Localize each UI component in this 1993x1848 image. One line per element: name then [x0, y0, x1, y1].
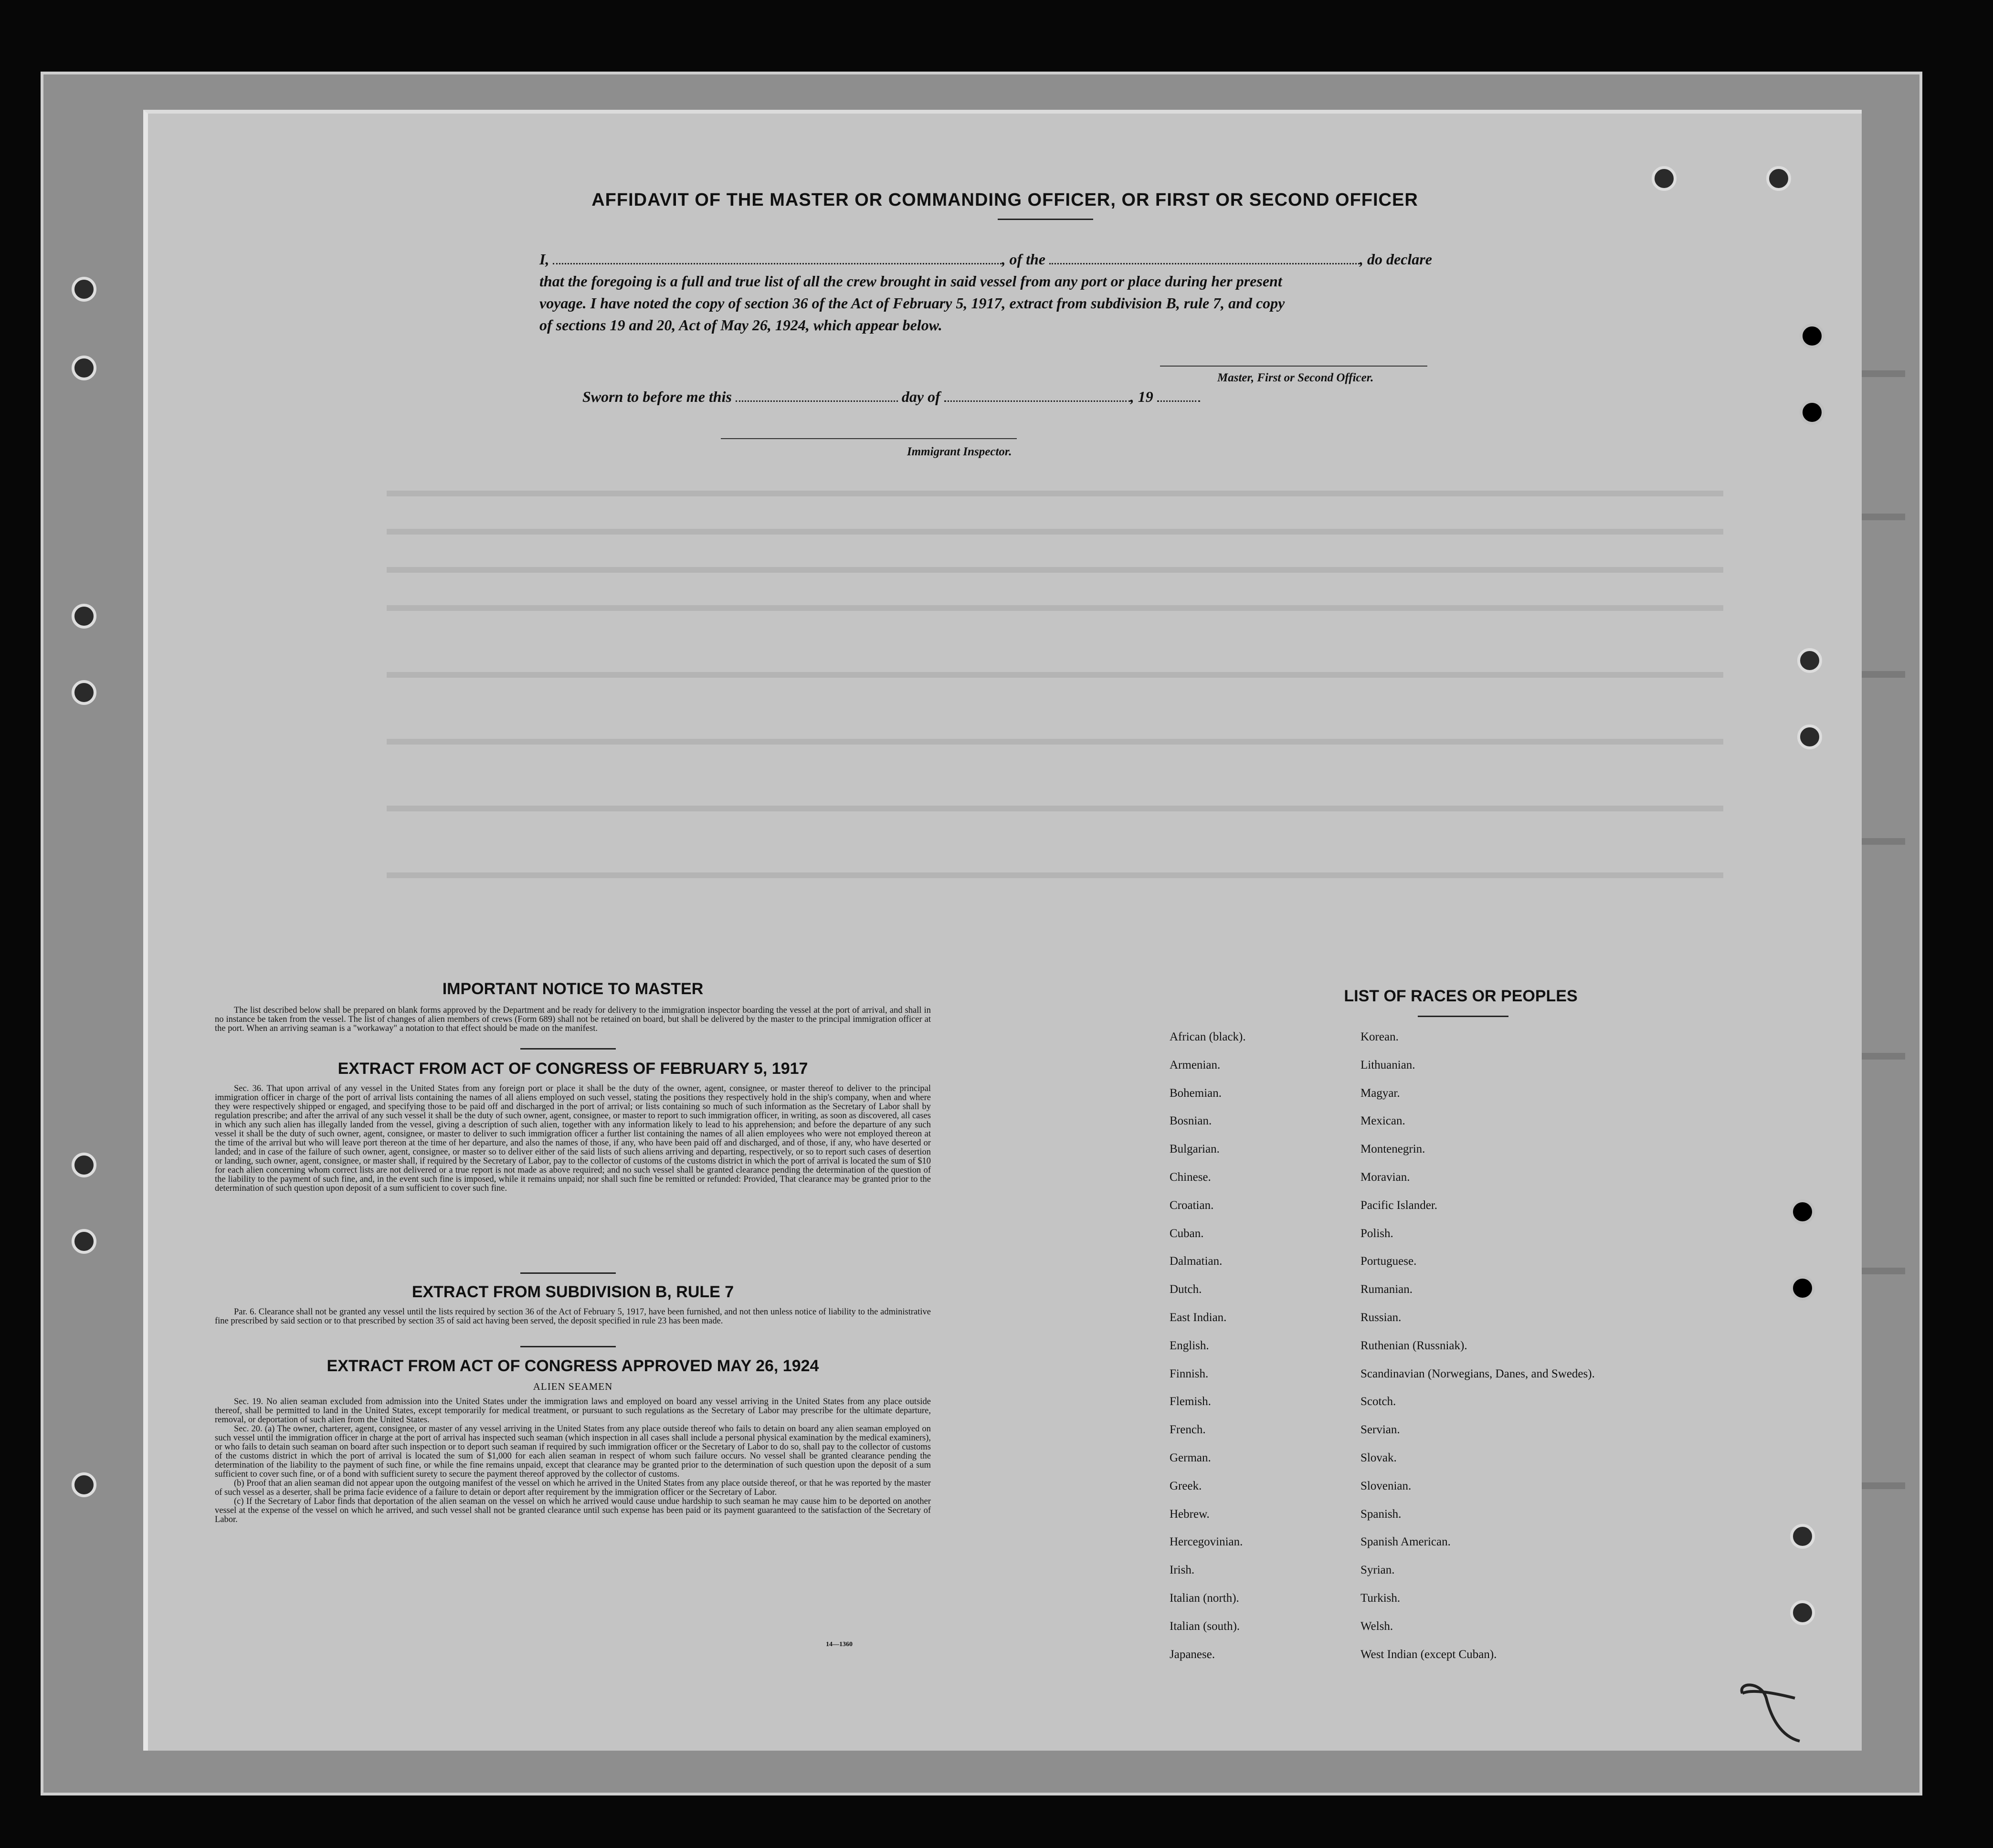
sworn-year-field[interactable]	[1157, 388, 1200, 402]
punch-hole-icon	[1800, 400, 1824, 425]
sworn-month-field[interactable]	[944, 388, 1130, 402]
races-title: LIST OF RACES OR PEOPLES	[1344, 987, 1578, 1005]
race-item: Slovak.	[1360, 1451, 1397, 1464]
rule-7-paragraph: Par. 6. Clearance shall not be granted any vessel until the lists required by section 36 of the Act of February 5, 1917, have been furnished, and not then unless notice of liability to the administrative fine prescribed by said section or to that prescribed by section 35 of said act having been served, the deposit specified in rule 23 has been made.	[215, 1307, 931, 1326]
race-item: Croatian.	[1170, 1198, 1214, 1212]
punch-hole-icon	[72, 1472, 96, 1497]
punch-hole-icon	[72, 604, 96, 629]
race-item: Korean.	[1360, 1030, 1399, 1043]
race-item: Turkish.	[1360, 1591, 1401, 1605]
race-item: Moravian.	[1360, 1170, 1410, 1184]
race-item: Syrian.	[1360, 1564, 1395, 1577]
bleed-through-row	[387, 567, 1723, 573]
race-item: Italian (north).	[1170, 1591, 1239, 1605]
race-item: Hebrew.	[1170, 1507, 1210, 1521]
punch-hole-icon	[72, 356, 96, 380]
race-item: Bosnian.	[1170, 1114, 1212, 1128]
punch-hole-icon	[1790, 1276, 1815, 1301]
inspector-signature-line[interactable]	[721, 438, 1017, 439]
race-item: Ruthenian (Russniak).	[1360, 1339, 1467, 1352]
race-item: Portuguese.	[1360, 1255, 1417, 1268]
race-item: Cuban.	[1170, 1227, 1204, 1240]
race-item: Russian.	[1360, 1311, 1402, 1324]
punch-hole-icon	[1790, 1600, 1815, 1625]
race-item: Montenegrin.	[1360, 1143, 1425, 1156]
year-prefix: , 19	[1130, 388, 1153, 405]
extract-1924-text	[215, 1397, 931, 1524]
bleed-through-row	[387, 806, 1723, 811]
affidavit-line-1	[539, 248, 1652, 270]
title-divider	[998, 219, 1093, 220]
race-item: Dalmatian.	[1170, 1255, 1223, 1268]
section-divider	[520, 1346, 616, 1347]
pencil-mark-icon	[1733, 1679, 1809, 1746]
race-item: Magyar.	[1360, 1086, 1400, 1100]
rule-7-title: EXTRACT FROM SUBDIVISION B, RULE 7	[411, 1283, 734, 1301]
affidavit-line-4: of sections 19 and 20, Act of May 26, 1924, which appear below.	[539, 316, 942, 334]
race-item: Chinese.	[1170, 1170, 1211, 1184]
race-item: Servian.	[1360, 1423, 1400, 1437]
section-20a-paragraph: Sec. 20. (a) The owner, charterer, agent, consignee, or master of any vessel arriving in the United States from any place outside thereof who fails to detain on board any alien seaman employed on such vessel until the immigration officer in charge at the port of arrival has inspected such seaman (which inspection in all cases shall include a personal physical examination by the medical examiners), or who fails to detain such seaman on board after such inspection or to deport such seaman if required by such immigration officer or the Secretary of Labor to do so, shall pay to the collector of customs of the customs district in which the port of arrival is located the sum of $1,000 for each alien seaman in respect of whom such failure occurs. No vessel shall be granted clearance pending the determination of the liability to the payment of such fine, or while the fine remains unpaid, except that clearance may be granted prior to the determination of such question upon the deposit of a sum sufficient to cover such fine, or of a bond with sufficient surety to secure the payment thereof approved by the collector of customs.	[215, 1424, 931, 1479]
manifest-page	[143, 110, 1862, 1751]
race-item: Flemish.	[1170, 1395, 1211, 1408]
rule-7-text	[215, 1308, 931, 1326]
race-item: Rumanian.	[1360, 1283, 1413, 1296]
punch-hole-icon	[72, 1153, 96, 1177]
master-signature-label: Master, First or Second Officer.	[1217, 371, 1374, 384]
name-blank-field[interactable]	[553, 251, 1002, 264]
race-item: Mexican.	[1360, 1114, 1405, 1128]
race-item: German.	[1170, 1451, 1211, 1464]
race-item: Scotch.	[1360, 1395, 1396, 1408]
affidavit-line-2: that the foregoing is a full and true list of all the crew brought in said vessel from any port or place during her present	[539, 273, 1282, 290]
alien-seamen-subtitle: ALIEN SEAMEN	[533, 1381, 613, 1392]
affidavit-i: I,	[539, 251, 549, 268]
race-item: French.	[1170, 1423, 1206, 1437]
race-item: Slovenian.	[1360, 1479, 1412, 1492]
punch-hole-icon	[1790, 1199, 1815, 1224]
race-item: Hercegovinian.	[1170, 1535, 1243, 1549]
punch-hole-icon	[1766, 166, 1791, 191]
races-divider	[1418, 1016, 1508, 1017]
inspector-label: Immigrant Inspector.	[907, 445, 1012, 458]
section-divider	[520, 1272, 616, 1274]
race-item: Italian (south).	[1170, 1619, 1240, 1633]
form-number: 14—1360	[826, 1641, 853, 1648]
race-item: English.	[1170, 1339, 1209, 1352]
punch-hole-icon	[72, 1229, 96, 1254]
affidavit-of-the: , of the	[1002, 251, 1045, 268]
race-item: Spanish American.	[1360, 1535, 1451, 1549]
sworn-day-field[interactable]	[736, 388, 898, 402]
bleed-through-row	[387, 672, 1723, 678]
punch-hole-icon	[72, 680, 96, 705]
affidavit-do-declare: , do declare	[1360, 251, 1432, 268]
section-19-paragraph: Sec. 19. No alien seaman excluded from admission into the United States under the immigration laws and employed on board any vessel arriving in the United States from any place outside thereof, shall be permitted to land in the United States, except temporarily for medical treatment, or pursuant to such regulations as the Secretary of Labor may prescribe for the ultimate departure, removal, or deportation of such alien from the United States.	[215, 1397, 931, 1425]
race-item: African (black).	[1170, 1030, 1246, 1043]
race-item: Dutch.	[1170, 1283, 1202, 1296]
bleed-through-row	[387, 605, 1723, 611]
notice-paragraph: The list described below shall be prepared on blank forms approved by the Department and be ready for delivery to the immigration inspector boarding the vessel at the port of arrival, and shall in no instance be taken from the vessel. The list of changes of alien members of crews (Form 689) shall not be retained on board, but shall be delivered by the master to the principal immigration officer at the port. When an arriving seaman is a "workaway" a notation to that effect should be made on the manifest.	[215, 1006, 931, 1033]
race-item: Scandinavian (Norwegians, Danes, and Swedes).	[1360, 1367, 1595, 1380]
section-36-paragraph: Sec. 36. That upon arrival of any vessel in the United States from any foreign port or place it shall be the duty of the owner, agent, consignee, or master thereof to deliver to the principal immigration officer in charge of the port of arrival lists containing the names of all aliens employed on such vessel, stating the positions they respectively hold in the ship's company, when and where they were respectively shipped or engaged, and specifying those to be paid off and discharged in the port of arrival; or lists containing so much of such information as the Secretary of Labor shall by regulation prescribe; and after the arrival of any such vessel it shall be the duty of such owner, agent, consignee, or master to report to such immigration officer, in writing, as soon as discovered, all cases in which any such alien has illegally landed from the vessel, giving a description of such alien, together with any information likely to lead to his apprehension; and before the departure of any such vessel it shall be the duty of such owner, agent, consignee, or master to deliver to such immigration officer a further list containing the names of all alien employees who were not employed thereon at the time of the arrival but who will leave port thereon at the time of her departure, and also the names of those, if any, who have been paid off and discharged, and of those, if any, who have deserted or landed; and in case of the failure of such owner, agent, consignee, or master so to deliver either of the said lists of such aliens arriving and departing, respectively, or so to report such cases of desertion or landing, such owner, agent, consignee, or master shall, if required by the Secretary of Labor, pay to the collector of customs of the customs district in which the port of arrival is located the sum of $10 for each alien concerning whom correct lists are not delivered or a true report is not made as above required; and no such vessel shall be granted clearance pending the determination of the question of the liability to the payment of such fine, and, in the event such fine is imposed, while it remains unpaid; nor shall such fine be remitted or refunded: Provided, That clearance may be granted prior to the determination of such question upon deposit of a sum sufficient to cover such fine.	[215, 1084, 931, 1193]
punch-hole-icon	[1797, 724, 1822, 749]
races-right-column	[1360, 1030, 1595, 1675]
bleed-through-row	[387, 872, 1723, 878]
affidavit-title: AFFIDAVIT OF THE MASTER OR COMMANDING OFFICER, OR FIRST OR SECOND OFFICER	[591, 190, 1418, 210]
notice-text	[215, 1006, 931, 1033]
extract-1917-title: EXTRACT FROM ACT OF CONGRESS OF FEBRUARY 5, 1917	[337, 1060, 808, 1078]
race-item: Spanish.	[1360, 1507, 1402, 1521]
race-item: Pacific Islander.	[1360, 1198, 1438, 1212]
sworn-line	[582, 386, 1251, 408]
race-item: Irish.	[1170, 1564, 1195, 1577]
race-item: Bohemian.	[1170, 1086, 1222, 1100]
master-signature-line[interactable]	[1160, 366, 1427, 367]
race-item: Finnish.	[1170, 1367, 1209, 1380]
punch-hole-icon	[72, 277, 96, 302]
race-item: East Indian.	[1170, 1311, 1227, 1324]
race-item: Polish.	[1360, 1227, 1393, 1240]
punch-hole-icon	[1652, 166, 1677, 191]
race-item: Japanese.	[1170, 1648, 1215, 1661]
notice-title: IMPORTANT NOTICE TO MASTER	[442, 980, 704, 998]
punch-hole-icon	[1797, 648, 1822, 673]
punch-hole-icon	[1790, 1524, 1815, 1549]
affidavit-line-3: voyage. I have noted the copy of section 36 of the Act of February 5, 1917, extract from subdivision B, rule 7, and copy	[539, 294, 1285, 312]
bleed-through-row	[387, 529, 1723, 535]
extract-1924-title: EXTRACT FROM ACT OF CONGRESS APPROVED MAY 26, 1924	[327, 1357, 819, 1375]
sworn-label: Sworn to before me this	[582, 388, 732, 405]
vessel-blank-field[interactable]	[1049, 251, 1360, 264]
race-item: Lithuanian.	[1360, 1058, 1415, 1071]
race-item: Armenian.	[1170, 1058, 1221, 1071]
race-item: Greek.	[1170, 1479, 1202, 1492]
race-item: West Indian (except Cuban).	[1360, 1648, 1497, 1661]
punch-hole-icon	[1800, 324, 1824, 348]
section-20b-paragraph: (b) Proof that an alien seaman did not appear upon the outgoing manifest of the vessel on which he arrived in the United States from any place outside thereof, or that he was reported by the master of such vessel as a deserter, shall be prima facie evidence of a failure to detain or deport after requirement by the immigration officer or the Secretary of Labor.	[215, 1479, 931, 1497]
day-of-label: day of	[901, 388, 940, 405]
bleed-through-row	[387, 491, 1723, 496]
race-item: Bulgarian.	[1170, 1143, 1220, 1156]
extract-1917-text	[215, 1084, 931, 1193]
race-item: Welsh.	[1360, 1619, 1393, 1633]
section-divider	[520, 1048, 616, 1050]
bleed-through-row	[387, 739, 1723, 745]
section-20c-paragraph: (c) If the Secretary of Labor finds that deportation of the alien seaman on the vessel on which he arrived would cause undue hardship to such seaman he may cause him to be deported on another vessel at the expense of the vessel on which he arrived, and such vessel shall not be granted clearance until such expense has been paid or its payment guaranteed to the satisfaction of the Secretary of Labor.	[215, 1497, 931, 1524]
races-left-column	[1170, 1030, 1246, 1675]
